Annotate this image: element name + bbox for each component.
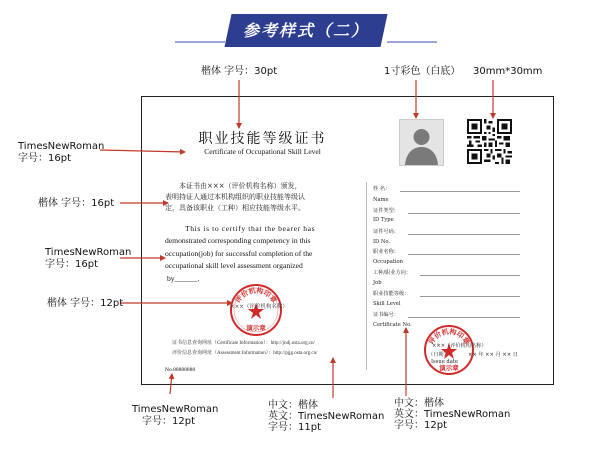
body-en-line: occupational skill level assessment organized xyxy=(165,261,303,271)
field-job-en: Job xyxy=(373,280,382,286)
field-skill-en: Skill Level xyxy=(373,301,401,307)
issue-date-label: （日期） xyxy=(428,352,449,358)
annotation-certno-size: 字号：12pt xyxy=(142,416,195,427)
annotation-title-font: 楷体 字号：30pt xyxy=(201,66,278,77)
annotation-info-size: 字号：11pt xyxy=(268,422,321,433)
certificate-title-cn: 职业技能等级证书 xyxy=(198,131,327,147)
field-occupation-cn: 职业名称： xyxy=(373,249,399,255)
field-idno-cn: 证件号码： xyxy=(373,229,399,235)
stamp-arc-text: 评价机构印章 xyxy=(233,285,279,305)
annotation-body-cn-font: 楷体 字号：16pt xyxy=(38,198,115,209)
certificate-number: No.88888888 xyxy=(165,367,196,373)
issue-date-marks: ×× 年 ×× 月 ×× 日 xyxy=(468,352,518,358)
annotation-right-font-en: 英文：TimesNewRoman xyxy=(394,409,511,420)
annotation-right-font-cn: 中文：楷体 xyxy=(394,398,444,409)
issuer-signature: ×××（评价机构名称） xyxy=(230,304,288,310)
field-name-cn: 姓 名： xyxy=(373,186,391,192)
field-certno-cn: 证书编号： xyxy=(373,312,399,318)
field-skill-cn: 职业技能等级： xyxy=(373,291,410,297)
field-name-en: Name xyxy=(373,197,389,203)
annotation-right-size: 字号：12pt xyxy=(394,420,447,431)
annotation-certno-font: TimesNewRoman xyxy=(132,404,219,415)
body-cn-line: 定，具备该职业（工种）相应技能等级水平。 xyxy=(165,204,305,212)
field-certno-en: Certificate No. xyxy=(373,322,412,328)
banner-title: 参考样式（二） xyxy=(242,21,369,40)
issue-date-en: Issue date xyxy=(431,359,459,365)
field-idno-en: ID No. xyxy=(373,239,391,245)
annotation-body-en-size: 字号：16pt xyxy=(45,259,98,270)
body-en-line: demonstrated corresponding competency in this xyxy=(165,236,311,246)
annotation-photo: 1寸彩色（白底） xyxy=(384,66,461,77)
annotation-en-title-size: 字号：16pt xyxy=(18,153,71,164)
body-en-line: This is to certify that the bearer has xyxy=(185,224,316,233)
field-idtype-cn: 证件类型： xyxy=(373,208,399,214)
stamp-label: 演示章 xyxy=(246,324,266,332)
certificate-title-en: Certificate of Occupational Skill Level xyxy=(204,147,321,156)
annotation-info-font-en: 英文：TimesNewRoman xyxy=(268,411,385,422)
body-en-line: by______. xyxy=(167,273,200,283)
annotation-en-title-font: TimesNewRoman xyxy=(18,141,105,152)
annotation-body-en-font: TimesNewRoman xyxy=(45,247,132,258)
annotation-sign-font: 楷体 字号：12pt xyxy=(47,298,124,309)
annotation-qr-size: 30mm*30mm xyxy=(473,66,543,77)
right-issuer-signature: ×××（评价机构名称） xyxy=(432,343,487,349)
body-cn-line: 本证书由×××（评价机构名称）颁发， xyxy=(179,182,302,190)
field-job-cn: 工种/职业方向： xyxy=(373,270,412,276)
body-en-line: occupation(job) for successful completion of the xyxy=(165,248,313,258)
annotation-info-font-cn: 中文：楷体 xyxy=(268,400,318,411)
field-occupation-en: Occupation xyxy=(373,259,404,265)
assessment-info-url: 评价信息查询网址（Assessment Information）：http://pjjg.osta.org.cn/ xyxy=(172,351,318,356)
field-idtype-en: ID Type xyxy=(373,217,394,223)
stamp-arc-text: 评价机构印章 xyxy=(426,326,472,347)
stamp-label: 演示章 xyxy=(439,364,459,372)
body-cn-line: 表明持证人通过本机构组织的职业技能等级认 xyxy=(165,193,305,201)
certificate-info-url: 证书信息查询网址（Certificate Information）：http://jndj.osta.org.cn/ xyxy=(172,341,315,346)
